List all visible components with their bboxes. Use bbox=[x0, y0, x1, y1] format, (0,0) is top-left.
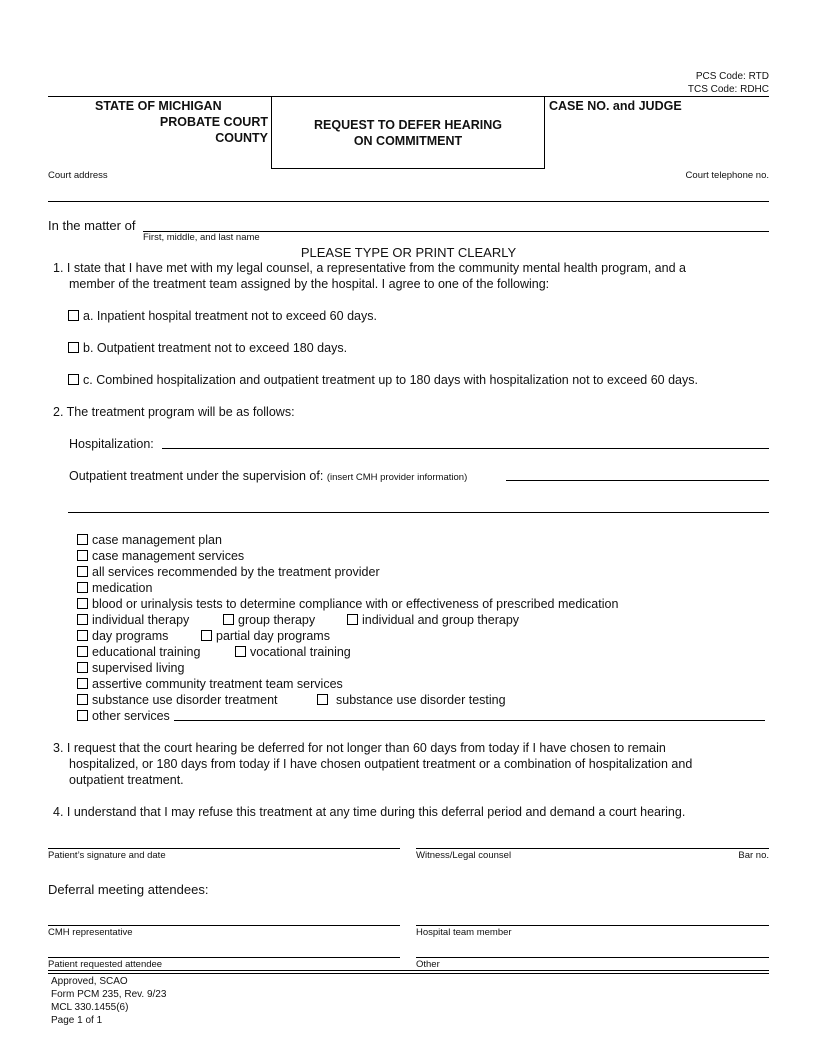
checkbox[interactable] bbox=[77, 662, 88, 673]
county-label: COUNTY bbox=[215, 131, 268, 145]
service-group-therapy[interactable] bbox=[223, 613, 315, 627]
court-phone-label: Court telephone no. bbox=[685, 170, 769, 181]
patient-signature-field[interactable] bbox=[48, 848, 400, 849]
service-sud-testing[interactable] bbox=[317, 693, 506, 707]
service-label: supervised living bbox=[92, 661, 185, 675]
service-all-services[interactable] bbox=[77, 565, 380, 579]
cmh-label: CMH representative bbox=[48, 927, 133, 938]
bar-no-label: Bar no. bbox=[738, 850, 769, 861]
footer-mcl: MCL 330.1455(6) bbox=[51, 1002, 129, 1013]
service-label: assertive community treatment team services bbox=[92, 677, 343, 691]
service-label: medication bbox=[92, 581, 153, 595]
checkbox[interactable] bbox=[77, 582, 88, 593]
service-medication[interactable] bbox=[77, 581, 152, 595]
service-act[interactable] bbox=[77, 677, 343, 691]
service-blood-tests[interactable] bbox=[77, 597, 618, 611]
footer-form-no: Form PCM 235, Rev. 9/23 bbox=[51, 989, 167, 1000]
form-title-line1: REQUEST TO DEFER HEARING bbox=[314, 118, 502, 132]
hospital-team-field[interactable] bbox=[416, 925, 769, 926]
service-individual-group-therapy[interactable] bbox=[347, 613, 519, 627]
print-instruction: PLEASE TYPE OR PRINT CLEARLY bbox=[300, 245, 517, 260]
case-no-label: CASE NO. and JUDGE bbox=[549, 99, 682, 113]
service-label: vocational training bbox=[250, 645, 351, 659]
outpatient-label-text: Outpatient treatment under the supervision of: bbox=[69, 469, 324, 483]
service-day-programs[interactable] bbox=[77, 629, 168, 643]
option-c-checkbox[interactable] bbox=[68, 374, 79, 385]
outpatient-provider-field-2[interactable] bbox=[68, 512, 769, 513]
service-label: blood or urinalysis tests to determine compliance with or effectiveness of prescribed medication bbox=[92, 597, 619, 611]
patient-attendee-label: Patient requested attendee bbox=[48, 959, 163, 970]
item2-heading: 2. The treatment program will be as follows: bbox=[53, 405, 295, 419]
checkbox[interactable] bbox=[201, 630, 212, 641]
service-label: substance use disorder testing bbox=[336, 693, 506, 707]
checkbox[interactable] bbox=[77, 598, 88, 609]
witness-label: Witness/Legal counsel bbox=[416, 850, 512, 861]
option-b-label: b. Outpatient treatment not to exceed 180 days. bbox=[83, 341, 348, 355]
item4-text: 4. I understand that I may refuse this treatment at any time during this deferral period and demand a court hearing. bbox=[53, 805, 686, 819]
attendees-heading: Deferral meeting attendees: bbox=[48, 882, 209, 897]
item1-line1: 1. I state that I have met with my legal counsel, a representative from the community mental health program, and a bbox=[53, 261, 686, 275]
checkbox[interactable] bbox=[77, 710, 88, 721]
service-label: case management plan bbox=[92, 533, 222, 547]
checkbox[interactable] bbox=[77, 646, 88, 657]
service-label: partial day programs bbox=[216, 629, 330, 643]
service-label: day programs bbox=[92, 629, 169, 643]
option-b[interactable] bbox=[68, 341, 347, 355]
service-label: individual and group therapy bbox=[362, 613, 520, 627]
footer-rule-1 bbox=[48, 970, 769, 971]
item3-line3: outpatient treatment. bbox=[69, 773, 184, 787]
option-a[interactable] bbox=[68, 309, 377, 323]
checkbox[interactable] bbox=[223, 614, 234, 625]
witness-signature-field[interactable] bbox=[416, 848, 769, 849]
service-label: individual therapy bbox=[92, 613, 190, 627]
service-label: group therapy bbox=[238, 613, 316, 627]
service-case-management-services[interactable] bbox=[77, 549, 244, 563]
outpatient-provider-field[interactable] bbox=[506, 480, 769, 481]
checkbox[interactable] bbox=[347, 614, 358, 625]
state-label: STATE OF MICHIGAN bbox=[95, 99, 222, 113]
service-label: educational training bbox=[92, 645, 201, 659]
checkbox[interactable] bbox=[77, 694, 88, 705]
service-partial-day-programs[interactable] bbox=[201, 629, 330, 643]
service-educational-training[interactable] bbox=[77, 645, 200, 659]
header-top-rule bbox=[48, 96, 769, 97]
hospital-team-label: Hospital team member bbox=[416, 927, 512, 938]
other-services-field[interactable] bbox=[174, 720, 765, 721]
checkbox[interactable] bbox=[77, 614, 88, 625]
patient-signature-label: Patient’s signature and date bbox=[48, 850, 166, 861]
service-label: case management services bbox=[92, 549, 245, 563]
service-case-management-plan[interactable] bbox=[77, 533, 222, 547]
option-b-checkbox[interactable] bbox=[68, 342, 79, 353]
item3-line1: 3. I request that the court hearing be deferred for not longer than 60 days from today if I have chosen to remain bbox=[53, 741, 666, 755]
header-divider-left bbox=[271, 96, 272, 168]
service-vocational-training[interactable] bbox=[235, 645, 351, 659]
cmh-field[interactable] bbox=[48, 925, 400, 926]
other-attendee-field[interactable] bbox=[416, 957, 769, 958]
matter-name-sublabel: First, middle, and last name bbox=[143, 232, 260, 243]
checkbox[interactable] bbox=[77, 550, 88, 561]
hospitalization-label: Hospitalization: bbox=[69, 437, 154, 451]
footer-rule-2 bbox=[48, 973, 769, 974]
checkbox[interactable] bbox=[77, 566, 88, 577]
service-label: substance use disorder treatment bbox=[92, 693, 278, 707]
court-address-field[interactable] bbox=[48, 201, 769, 202]
footer-approved: Approved, SCAO bbox=[51, 976, 128, 987]
service-label: other services bbox=[92, 709, 170, 723]
checkbox[interactable] bbox=[77, 630, 88, 641]
court-address-label: Court address bbox=[48, 170, 108, 181]
footer-page: Page 1 of 1 bbox=[51, 1015, 103, 1026]
pcs-code: PCS Code: RTD bbox=[695, 71, 769, 82]
checkbox[interactable] bbox=[77, 678, 88, 689]
service-individual-therapy[interactable] bbox=[77, 613, 189, 627]
title-bottom-rule bbox=[271, 168, 545, 169]
court-label: PROBATE COURT bbox=[159, 115, 268, 129]
service-sud-treatment[interactable] bbox=[77, 693, 278, 707]
checkbox[interactable] bbox=[77, 534, 88, 545]
checkbox[interactable] bbox=[235, 646, 246, 657]
header-divider-right bbox=[544, 96, 545, 168]
hospitalization-field[interactable] bbox=[162, 448, 769, 449]
other-attendee-label: Other bbox=[416, 959, 440, 970]
option-c-label: c. Combined hospitalization and outpatient treatment up to 180 days with hospitalization not to exceed 60 days. bbox=[83, 373, 698, 387]
item3-line2: hospitalized, or 180 days from today if I have chosen outpatient treatment or a combination of hospitalization and bbox=[69, 757, 693, 771]
service-label: all services recommended by the treatment provider bbox=[92, 565, 380, 579]
option-c[interactable] bbox=[68, 373, 698, 387]
service-supervised-living[interactable] bbox=[77, 661, 184, 675]
form-title-line2: ON COMMITMENT bbox=[353, 134, 463, 148]
option-a-label: a. Inpatient hospital treatment not to exceed 60 days. bbox=[83, 309, 377, 323]
outpatient-label bbox=[69, 469, 467, 483]
outpatient-note: (insert CMH provider information) bbox=[326, 472, 468, 483]
option-a-checkbox[interactable] bbox=[68, 310, 79, 321]
checkbox[interactable] bbox=[317, 694, 328, 705]
item1-line2: member of the treatment team assigned by the hospital. I agree to one of the following: bbox=[69, 277, 550, 291]
matter-label: In the matter of bbox=[48, 218, 136, 233]
service-other[interactable] bbox=[77, 709, 170, 723]
patient-attendee-field[interactable] bbox=[48, 957, 400, 958]
tcs-code: TCS Code: RDHC bbox=[687, 84, 769, 95]
